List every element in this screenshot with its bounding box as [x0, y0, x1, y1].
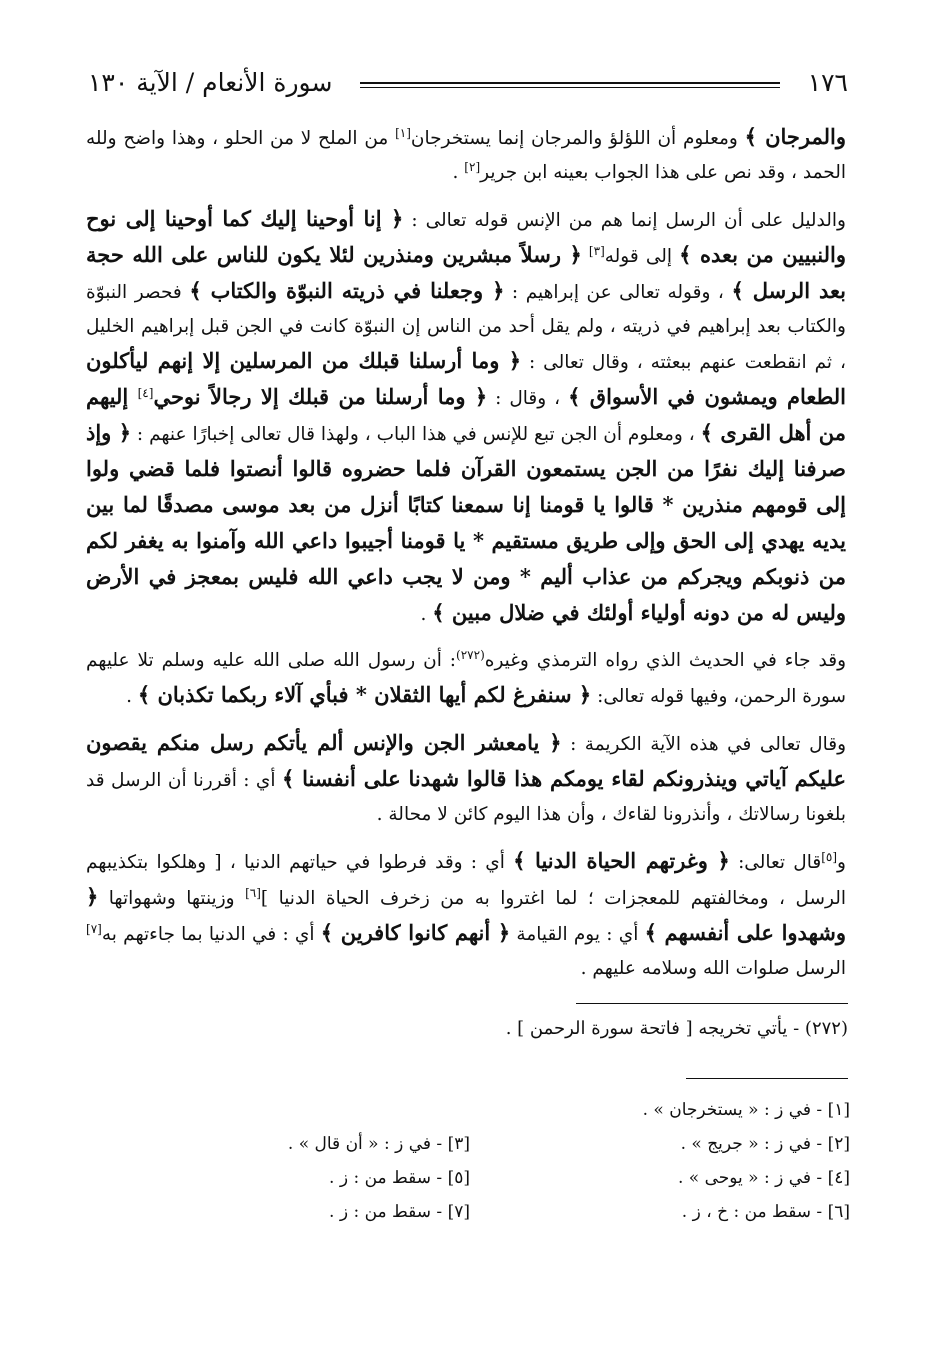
quran-verse: ﴿ وإذ صرفنا إليك نفرًا من الجن يستمعون القرآن فلما حضروه قالوا أنصتوا فلما قضي ولوا إلى قومهم منذرين * قالوا يا قومنا إنا سمعنا كتابًا أنزل من بعد موسى مصدقًا لما بين يديه يهدي إلى الحق وإلى طريق مستقيم * يا قومنا أجيبوا داعي الله وآمنوا به يغفر لكم من ذنوبكم ويجركم من عذاب أليم * ومن لا يجب داعي الله فليس بمعجز في الأرض وليس له من دونه أولياء أولئك في ضلال مبين ﴾: [86, 420, 846, 625]
page-header: [88, 62, 848, 102]
text-segment: ، ومعلوم أن الجن تبع للإنس في هذا الباب ، ولهذا قال تعالى إخبارًا عنهم :: [131, 424, 701, 445]
text-segment: أي : يوم القيامة: [510, 924, 645, 945]
text-segment: ومعلوم أن اللؤلؤ والمرجان إنما يستخرجان: [410, 128, 745, 149]
footnote-divider: [576, 1003, 848, 1004]
variants-divider: [686, 1078, 848, 1079]
quran-verse: ﴿ أنهم كانوا كافرين ﴾: [320, 920, 511, 945]
text-segment: وقد جاء في الحديث الذي رواه الترمذي وغيره: [484, 650, 846, 671]
variant-note: [٢] - في ز : « جريج » .: [680, 1134, 850, 1154]
page-number: ١٧٦: [807, 67, 848, 97]
footnote-marker: [٣]: [588, 243, 605, 258]
running-title: سورة الأنعام / الآية ١٣٠: [88, 67, 333, 97]
footnote-marker: [٥]: [821, 849, 838, 864]
quran-verse: ﴿ وما أرسلنا من قبلك إلا رجالاً نوحي: [153, 384, 488, 409]
quran-verse: ﴿ وغرتهم الحياة الدنيا ﴾: [513, 848, 730, 873]
variant-note: [٦] - سقط من : خ ، ز .: [681, 1202, 850, 1222]
text-segment: أي : وقد فرطوا في حياتهم الدنيا ، [ وهلكوا بتكذيبهم الرسل ، ومخالفتهم للمعجزات ؛ لما اغتروا به من زخرف الحياة الدنيا ]: [86, 852, 846, 909]
quran-verse: ﴿ وما أرسلنا قبلك من المرسلين إلا إنهم ليأكلون الطعام ويمشون في الأسواق ﴾: [86, 348, 846, 409]
variant-notes: [130, 1094, 850, 1229]
variant-note: [٥] - سقط من : ز .: [329, 1168, 470, 1188]
header-rule: [360, 82, 779, 88]
text-segment: .: [452, 162, 465, 183]
text-segment: ، وقال :: [487, 388, 569, 409]
quran-verse: ﴿ رسلاً مبشرين ومنذرين لئلا يكون للناس على الله حجة بعد الرسل ﴾: [86, 242, 846, 303]
text-segment: .: [420, 604, 433, 625]
quran-verse: ﴿ وشهدوا على أنفسهم ﴾: [86, 884, 846, 945]
quran-verse: ﴿ سنفرغ لكم أيها الثقلان * فبأي آلاء ربكما تكذبان ﴾: [137, 682, 592, 707]
paragraph: [86, 120, 846, 190]
quran-verse: والمرجان ﴾: [744, 124, 846, 149]
text-segment: فحصر النبوّة والكتاب بعد إبراهيم في ذريته ، ولم يقل أحد من الناس إن النبوّة كانت في الجن قبل إبراهيم الخليل ، ثم انقطعت عنهم ببعثته ، وقال تعالى :: [86, 282, 846, 373]
footnote-marker: [٧]: [86, 921, 102, 936]
footnote-marker: (٢٧٢): [456, 647, 485, 662]
text-segment: أي : أقررنا أن الرسل قد بلغونا رسالاتك ، وأنذرونا لقاءك ، وأن هذا اليوم كائن لا محالة .: [86, 770, 846, 825]
main-text: [86, 120, 846, 998]
footnote-marker: [١]: [395, 125, 411, 140]
text-segment: و: [837, 852, 846, 873]
quran-verse: ﴿ وجعلنا في ذريته النبوّة والكتاب ﴾: [189, 278, 505, 303]
text-segment: والدليل على أن الرسل إنما هم من الإنس قوله تعالى :: [403, 210, 846, 231]
text-segment: من الملح لا من الحلو ، وهذا واضح ولله الحمد ، وقد نص على هذا الجواب بعينه ابن جرير: [86, 128, 846, 183]
text-segment: .: [126, 686, 138, 707]
variant-note: [٤] - في ز : « يوحى » .: [677, 1168, 850, 1188]
text-segment: ، وقوله تعالى عن إبراهيم :: [504, 282, 732, 303]
text-segment: الرسل صلوات الله وسلامه عليهم .: [580, 958, 846, 979]
paragraph: [86, 726, 846, 832]
quran-verse: إليهم من أهل القرى ﴾: [86, 384, 846, 445]
paragraph: [86, 202, 846, 632]
text-segment: : أن رسول الله صلى الله عليه وسلم تلا عليهم سورة الرحمن، وفيها قوله تعالى:: [86, 650, 846, 707]
text-segment: أي : في الدنيا بما جاءتهم به: [101, 924, 321, 945]
variant-note: [٧] - سقط من : ز .: [329, 1202, 470, 1222]
footnote-marker: [٤]: [137, 385, 154, 400]
text-segment: وزينتها وشهواتها: [98, 888, 246, 909]
text-segment: [582, 246, 589, 267]
paragraph: [86, 644, 846, 714]
quran-verse: ﴿ يامعشر الجن والإنس ألم يأتكم رسل منكم يقصون عليكم آياتي وينذرونكم لقاء يومكم هذا قالوا شهدنا على أنفسنا ﴾: [86, 730, 846, 791]
quran-verse: ﴿ إنا أوحينا إليك كما أوحينا إلى نوح والنبيين من بعده ﴾: [86, 206, 846, 267]
paragraph: [86, 844, 846, 986]
variant-note: [130, 1094, 470, 1127]
text-segment: وقال تعالى في هذه الآية الكريمة :: [561, 734, 846, 755]
footnote-marker: [٦]: [245, 885, 261, 900]
footnote-marker: [٢]: [464, 159, 481, 174]
text-segment: قال تعالى:: [729, 852, 822, 873]
variant-note: [٣] - في ز : « أن قال » .: [287, 1134, 470, 1154]
text-segment: إلى قوله: [604, 246, 680, 267]
variant-note: [١] - في ز : « يستخرجان » .: [642, 1100, 850, 1120]
hadith-footnote: (٢٧٢) - يأتي تخريجه [ فاتحة سورة الرحمن ] .: [505, 1018, 848, 1039]
